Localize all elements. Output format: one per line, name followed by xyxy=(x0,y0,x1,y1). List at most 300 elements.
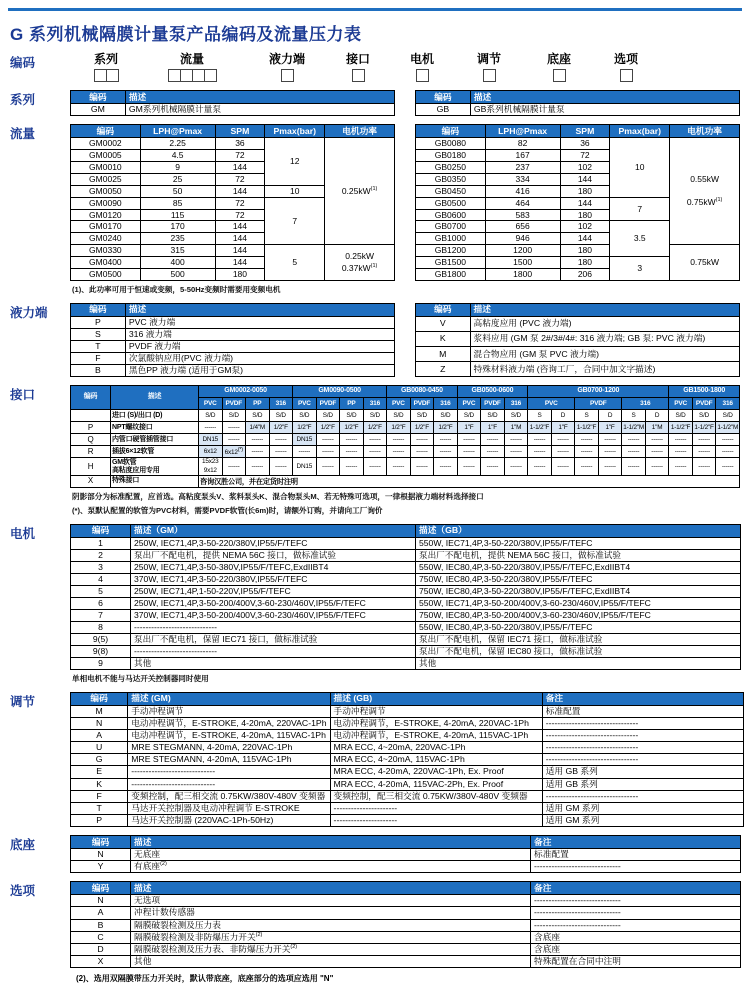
desc-cell: 无底座 xyxy=(131,849,531,861)
desc-cell: -------------------------------- xyxy=(542,730,743,742)
desc-cell: GB系列机械隔膜计量泵 xyxy=(470,104,739,116)
code-cell: N xyxy=(71,849,131,861)
header-row xyxy=(71,303,395,316)
table-row xyxy=(71,633,741,645)
code-cell: N xyxy=(71,895,131,907)
value-cell: 180 xyxy=(560,185,610,197)
value-cell: 1-1/2"F xyxy=(575,422,599,434)
value-cell: 1/2"F xyxy=(316,422,340,434)
coding-boxes xyxy=(483,69,495,82)
desc-cell: 250W, IEC71,4P,3-50-200/400V,3-60-230/460V,IP55/F/TEFC xyxy=(131,597,416,609)
pmax-cell: 12 xyxy=(265,138,325,186)
desc-cell: PVC 液力端 xyxy=(125,316,394,328)
value-cell: 235 xyxy=(140,233,215,245)
desc-cell: 混合物应用 (GM 泵 PVC 液力端) xyxy=(470,347,740,362)
table-row xyxy=(71,328,395,340)
table-row xyxy=(71,138,395,150)
sd-cell: S xyxy=(528,410,552,422)
desc-cell: 特殊接口 xyxy=(111,475,199,487)
desc-cell: 泵出厂不配电机，保留 IEC80 接口，做标准试验 xyxy=(416,645,741,657)
table-row xyxy=(71,814,744,826)
value-cell: 144 xyxy=(215,257,265,269)
coding-boxes xyxy=(168,69,216,82)
code-box xyxy=(352,69,365,82)
value-cell: ------ xyxy=(222,458,246,475)
code-cell: GB0350 xyxy=(416,173,486,185)
code-cell: K xyxy=(71,778,128,790)
material-header: PVDF xyxy=(692,398,716,410)
desc-cell: 泵出厂不配电机，保留 IEC71 接口，做标准试验 xyxy=(131,633,416,645)
column-header: 编码 xyxy=(71,692,128,705)
sd-cell: S/D xyxy=(387,410,411,422)
code-box xyxy=(620,69,633,82)
coding-boxes xyxy=(281,69,293,82)
value-cell: 115 xyxy=(140,209,215,221)
table-row xyxy=(71,754,744,766)
column-header: 描述 (GM) xyxy=(128,692,330,705)
pmax-cell: 7 xyxy=(610,197,670,221)
coding-field-label: 底座 xyxy=(546,52,571,66)
code-cell: D xyxy=(71,943,131,955)
value-cell: 15x23 9x12 xyxy=(199,458,223,475)
value-cell: 180 xyxy=(560,257,610,269)
code-cell: G xyxy=(71,754,128,766)
column-header: 描述 xyxy=(470,91,739,104)
column-header: 描述（GM） xyxy=(131,524,416,537)
material-header: 316 xyxy=(434,398,458,410)
table-row xyxy=(71,353,395,365)
pump-range-header: GM0002-0050 xyxy=(199,386,293,398)
value-cell: 1/4"M xyxy=(246,422,270,434)
material-header: PVDF xyxy=(316,398,340,410)
value-cell: 1-1/2"F xyxy=(669,422,693,434)
value-cell: ------ xyxy=(481,446,505,458)
column-header: 描述 xyxy=(125,91,394,104)
material-header: PVC xyxy=(669,398,693,410)
value-cell: 1-1/2"M xyxy=(622,422,646,434)
desc-cell: 适用 GB 系列 xyxy=(542,778,743,790)
value-cell: ------ xyxy=(340,446,364,458)
value-cell: 72 xyxy=(560,150,610,162)
value-cell: 72 xyxy=(215,173,265,185)
column-header: 描述 (GB) xyxy=(330,692,542,705)
inlet-outlet-label: 进口 (S)/出口 (D) xyxy=(111,410,199,422)
pmax-cell: 3.5 xyxy=(610,221,670,257)
coding-boxes xyxy=(352,69,364,82)
table-row xyxy=(71,849,741,861)
value-cell: ------ xyxy=(645,446,669,458)
value-cell: 416 xyxy=(485,185,560,197)
value-cell: ------ xyxy=(246,446,270,458)
material-header: 316 xyxy=(504,398,528,410)
code-box xyxy=(204,69,217,82)
table-row xyxy=(71,657,741,669)
desc-cell: -------------------------------- xyxy=(542,742,743,754)
code-cell: F xyxy=(71,790,128,802)
material-header: 316 xyxy=(622,398,669,410)
desc-cell: ------------------------------ xyxy=(531,861,741,873)
motor-power-cell: 0.75kW xyxy=(670,245,740,281)
code-cell: 7 xyxy=(71,609,131,621)
desc-cell: GM系列机械隔膜计量泵 xyxy=(125,104,394,116)
series-table-gb xyxy=(415,90,740,116)
table-row xyxy=(71,434,740,446)
value-cell: 1/2"F xyxy=(410,422,434,434)
code-cell: Y xyxy=(71,861,131,873)
value-cell: ------ xyxy=(316,458,340,475)
desc-cell: 电动冲程调节，E-STROKE, 4-20mA, 115VAC-1Ph xyxy=(330,730,542,742)
desc-cell: GM软管 高粘度应用专用 xyxy=(111,458,199,475)
value-cell: 2.25 xyxy=(140,138,215,150)
column-header: 编码 xyxy=(71,91,126,104)
motor-power-cell: $0.25kW^{(1)}$ xyxy=(325,138,395,245)
table-row xyxy=(416,331,740,346)
code-cell: GB1000 xyxy=(416,233,486,245)
column-header: 编码 xyxy=(71,882,131,895)
desc-cell: 隔膜破裂检测及压力表 xyxy=(131,919,531,931)
material-header: 316 xyxy=(716,398,740,410)
desc-cell: NPT螺纹接口 xyxy=(111,422,199,434)
table-row xyxy=(71,931,741,943)
value-cell: 144 xyxy=(560,233,610,245)
column-header: 编码 xyxy=(71,303,126,316)
pump-range-header: GB0080-0450 xyxy=(387,386,458,398)
value-cell: ------ xyxy=(551,458,575,475)
value-cell: ------ xyxy=(622,446,646,458)
value-cell: ------ xyxy=(222,434,246,446)
value-cell: ------ xyxy=(551,434,575,446)
table-row xyxy=(71,316,395,328)
code-cell: GM0120 xyxy=(71,209,141,221)
value-cell: ------ xyxy=(269,434,293,446)
value-cell: ------ xyxy=(504,446,528,458)
motor-table xyxy=(70,524,741,670)
code-cell: GM0005 xyxy=(71,150,141,162)
desc-cell: ---------------------- xyxy=(330,802,542,814)
value-cell: ------ xyxy=(528,434,552,446)
value-cell: 36 xyxy=(560,138,610,150)
header-row xyxy=(416,91,740,104)
coding-field-1 xyxy=(76,53,136,82)
desc-cell: 特殊配置在合同中注明 xyxy=(531,955,741,967)
value-cell: 144 xyxy=(560,173,610,185)
table-row xyxy=(71,790,744,802)
hydraulic-table-left xyxy=(70,303,395,378)
value-cell: ------ xyxy=(363,434,387,446)
value-cell: 1500 xyxy=(485,257,560,269)
desc-cell: 316 液力端 xyxy=(125,328,394,340)
table-row xyxy=(71,621,741,633)
interface-note-1: 阴影部分为标准配置，应首选。高粘度泵头V、浆料泵头K、混合物泵头M、若无特殊可选项，一律根据液力端材料选择接口 xyxy=(72,491,484,501)
pump-range-header: GB1500-1800 xyxy=(669,386,740,398)
code-cell: GB1800 xyxy=(416,268,486,280)
top-rule xyxy=(8,8,742,11)
column-header: 编码 xyxy=(416,91,471,104)
code-cell: P xyxy=(71,814,128,826)
motor-note: 单相电机不能与马达开关控制器同时使用 xyxy=(72,673,209,683)
table-row xyxy=(71,422,740,434)
code-cell: GB1500 xyxy=(416,257,486,269)
coding-boxes xyxy=(94,69,118,82)
column-header: 描述 xyxy=(125,303,394,316)
table-row xyxy=(71,104,395,116)
table-row xyxy=(71,730,744,742)
code-cell: 9(5) xyxy=(71,633,131,645)
header-row xyxy=(71,524,741,537)
desc-cell: 250W, IEC71,4P,3-50-220/380V,IP55/F/TEFC xyxy=(131,537,416,549)
sd-cell: D xyxy=(598,410,622,422)
code-cell: 2 xyxy=(71,549,131,561)
code-cell: 1 xyxy=(71,537,131,549)
motor-power-cell: 0.55kW $0.75kW^{(1)}$ xyxy=(670,138,740,245)
column-header: 电机功率 xyxy=(670,125,740,138)
table-row xyxy=(71,943,741,955)
table-row xyxy=(71,717,744,729)
code-cell: E xyxy=(71,766,128,778)
material-header: 316 xyxy=(269,398,293,410)
coding-boxes xyxy=(620,69,632,82)
section-interface xyxy=(6,385,744,515)
value-cell: 72 xyxy=(215,150,265,162)
value-cell: ------ xyxy=(340,458,364,475)
code-cell: 9 xyxy=(71,657,131,669)
column-header: LPH@Pmax xyxy=(140,125,215,138)
value-cell: ------ xyxy=(645,434,669,446)
material-header: PP xyxy=(246,398,270,410)
coding-field-8 xyxy=(594,53,658,82)
value-cell: ------ xyxy=(457,434,481,446)
span-cell: 咨询汉胜公司，并在定货时注明 xyxy=(199,475,740,487)
header-row xyxy=(71,882,741,895)
inlet-outlet-row xyxy=(71,410,740,422)
column-header: 描述 xyxy=(131,836,531,849)
column-header: 编码 xyxy=(416,125,486,138)
coding-boxes xyxy=(416,69,428,82)
code-cell: GM0090 xyxy=(71,197,141,209)
code-cell: 9(8) xyxy=(71,645,131,657)
value-cell: ------ xyxy=(575,446,599,458)
column-header: Pmax(bar) xyxy=(610,125,670,138)
value-cell: ------ xyxy=(222,422,246,434)
value-cell: 180 xyxy=(215,268,265,280)
desc-cell: 黑色PP 液力端 (适用于GM泵) xyxy=(125,365,394,377)
column-header: SPM xyxy=(215,125,265,138)
value-cell: ------ xyxy=(669,446,693,458)
desc-cell: 插拔6×12软管 xyxy=(111,446,199,458)
table-row xyxy=(71,597,741,609)
code-cell: Q xyxy=(71,434,111,446)
column-header: 编码 xyxy=(71,836,131,849)
coding-field-label: 调节 xyxy=(476,52,501,66)
sd-cell: D xyxy=(645,410,669,422)
value-cell: DN15 xyxy=(293,458,317,475)
desc-cell: 高粘度应用 (PVC 液力端) xyxy=(470,316,740,331)
value-cell: 167 xyxy=(485,150,560,162)
value-cell: ------ xyxy=(575,434,599,446)
table-row xyxy=(71,245,395,257)
desc-cell: 冲程计数传感器 xyxy=(131,907,531,919)
pmax-cell: 3 xyxy=(610,257,670,281)
desc-cell: 标准配置 xyxy=(531,849,741,861)
value-cell: 1200 xyxy=(485,245,560,257)
header-row xyxy=(416,125,740,138)
base-table xyxy=(70,835,741,873)
sd-cell: S/D xyxy=(316,410,340,422)
flow-table-gb xyxy=(415,124,740,281)
value-cell: ------ xyxy=(457,446,481,458)
value-cell: ------ xyxy=(363,446,387,458)
desc-cell: 550W, IEC71,4P,3-50-200/400V,3-60-230/460V,IP55/F/TEFC xyxy=(416,597,741,609)
desc-cell: 370W, IEC71,4P,3-50-220/380V,IP55/F/TEFC xyxy=(131,573,416,585)
column-header: 编码 xyxy=(71,386,111,410)
value-cell: 1-1/2"F xyxy=(692,422,716,434)
value-cell: ------ xyxy=(363,458,387,475)
table-row xyxy=(71,341,395,353)
series-table-gm xyxy=(70,90,395,116)
column-header: Pmax(bar) xyxy=(265,125,325,138)
value-cell: 1/2"F xyxy=(363,422,387,434)
value-cell: 9 xyxy=(140,162,215,174)
sd-cell: S/D xyxy=(669,410,693,422)
value-cell: ------ xyxy=(457,458,481,475)
desc-cell: 手动冲程调节 xyxy=(128,705,330,717)
value-cell: 1800 xyxy=(485,268,560,280)
header-row xyxy=(71,125,395,138)
table-row xyxy=(71,446,740,458)
value-cell: 1"M xyxy=(504,422,528,434)
table-row xyxy=(71,919,741,931)
column-header: LPH@Pmax xyxy=(485,125,560,138)
code-cell: B xyxy=(71,365,126,377)
code-cell: GB0500 xyxy=(416,197,486,209)
code-cell: GM0240 xyxy=(71,233,141,245)
value-cell: 144 xyxy=(215,221,265,233)
sd-cell: D xyxy=(551,410,575,422)
coding-field-4 xyxy=(326,53,390,82)
desc-cell: ----------------------------- xyxy=(131,645,416,657)
column-header: 编码 xyxy=(71,524,131,537)
code-cell: P xyxy=(71,316,126,328)
value-cell: ------ xyxy=(504,458,528,475)
value-cell: ------ xyxy=(293,446,317,458)
desc-cell: 标准配置 xyxy=(542,705,743,717)
value-cell: ------ xyxy=(269,446,293,458)
coding-field-label: 接口 xyxy=(345,52,370,66)
table-row xyxy=(71,895,741,907)
coding-field-label: 流量 xyxy=(179,52,204,66)
sd-cell: S/D xyxy=(410,410,434,422)
desc-cell: ------------------------------ xyxy=(531,907,741,919)
desc-cell: 泵出厂不配电机，保留 IEC71 接口，做标准试验 xyxy=(416,633,741,645)
code-cell: GM0170 xyxy=(71,221,141,233)
sd-cell: S/D xyxy=(457,410,481,422)
value-cell: ------ xyxy=(387,446,411,458)
code-cell: K xyxy=(416,331,471,346)
code-box xyxy=(281,69,294,82)
value-cell: ------ xyxy=(246,458,270,475)
table-row xyxy=(71,645,741,657)
code-cell: C xyxy=(71,931,131,943)
value-cell: 144 xyxy=(215,245,265,257)
sd-cell: S/D xyxy=(222,410,246,422)
desc-cell: 变频控制，配三相交流 0.75KW/380V-480V 变频器 xyxy=(330,790,542,802)
section-coding xyxy=(6,53,744,82)
code-cell: 3 xyxy=(71,561,131,573)
code-cell: Z xyxy=(416,362,471,377)
value-cell: 1/2"F xyxy=(340,422,364,434)
flow-footnote: (1)、此功率可用于恒速或变频，5-50Hz变频时需要用变频电机 xyxy=(72,284,281,294)
value-cell: 1-1/2"F xyxy=(528,422,552,434)
value-cell: ------ xyxy=(645,458,669,475)
table-row xyxy=(71,549,741,561)
code-cell: GM0050 xyxy=(71,185,141,197)
section-options xyxy=(6,881,744,984)
code-cell: 6 xyxy=(71,597,131,609)
value-cell: ------ xyxy=(481,434,505,446)
header-row xyxy=(71,836,741,849)
options-table xyxy=(70,881,741,968)
value-cell: 334 xyxy=(485,173,560,185)
value-cell: 1"F xyxy=(481,422,505,434)
value-cell: ------ xyxy=(528,446,552,458)
sd-cell: S/D xyxy=(246,410,270,422)
desc-cell: 750W, IEC80,4P,3-50-200/400V,3-60-230/460V,IP55/F/TEFC xyxy=(416,609,741,621)
desc-cell: 370W, IEC71,4P,3-50-200/400V,3-60-230/460V,IP55/F/TEFC xyxy=(131,609,416,621)
value-cell: 72 xyxy=(215,209,265,221)
material-header: 316 xyxy=(363,398,387,410)
desc-cell: 泵出厂不配电机，提供 NEMA 56C 接口，做标准试验 xyxy=(131,549,416,561)
sd-cell: S/D xyxy=(269,410,293,422)
table-row xyxy=(71,537,741,549)
code-cell: GM xyxy=(71,104,126,116)
code-cell: S xyxy=(71,328,126,340)
sd-cell: S/D xyxy=(716,410,740,422)
sd-cell: S/D xyxy=(340,410,364,422)
code-cell: GM0500 xyxy=(71,268,141,280)
code-cell: GB1200 xyxy=(416,245,486,257)
value-cell: 1"F xyxy=(551,422,575,434)
material-header: PVDF xyxy=(222,398,246,410)
desc-cell: 隔膜破裂检测及非防爆压力开关$^{(2)}$ xyxy=(131,931,531,943)
section-flow xyxy=(6,124,744,295)
code-cell: M xyxy=(416,347,471,362)
value-cell: 102 xyxy=(560,221,610,233)
value-cell: ------ xyxy=(387,458,411,475)
coding-field-6 xyxy=(454,53,524,82)
pump-range-header: GB0700-1200 xyxy=(528,386,669,398)
desc-cell: 内管口硬管插管接口 xyxy=(111,434,199,446)
coding-field-5 xyxy=(390,53,454,82)
table-row xyxy=(416,347,740,362)
column-header: 描述 xyxy=(111,386,199,410)
value-cell: ------ xyxy=(316,446,340,458)
code-cell: 8 xyxy=(71,621,131,633)
section-series xyxy=(6,90,744,116)
coding-fields xyxy=(76,53,744,82)
column-header: 编码 xyxy=(71,125,141,138)
sd-cell: S xyxy=(622,410,646,422)
value-cell: ------ xyxy=(269,458,293,475)
pmax-cell: 7 xyxy=(265,197,325,245)
desc-cell: 适用 GM 系列 xyxy=(542,814,743,826)
code-cell: V xyxy=(416,316,471,331)
sd-cell: S/D xyxy=(293,410,317,422)
desc-cell: 250W, IEC71,4P,1-50-220V,IP55/F/TEFC xyxy=(131,585,416,597)
value-cell: ------ xyxy=(481,458,505,475)
coding-field-label: 液力端 xyxy=(268,52,305,66)
column-header: 编码 xyxy=(416,303,471,316)
value-cell: ------ xyxy=(669,434,693,446)
